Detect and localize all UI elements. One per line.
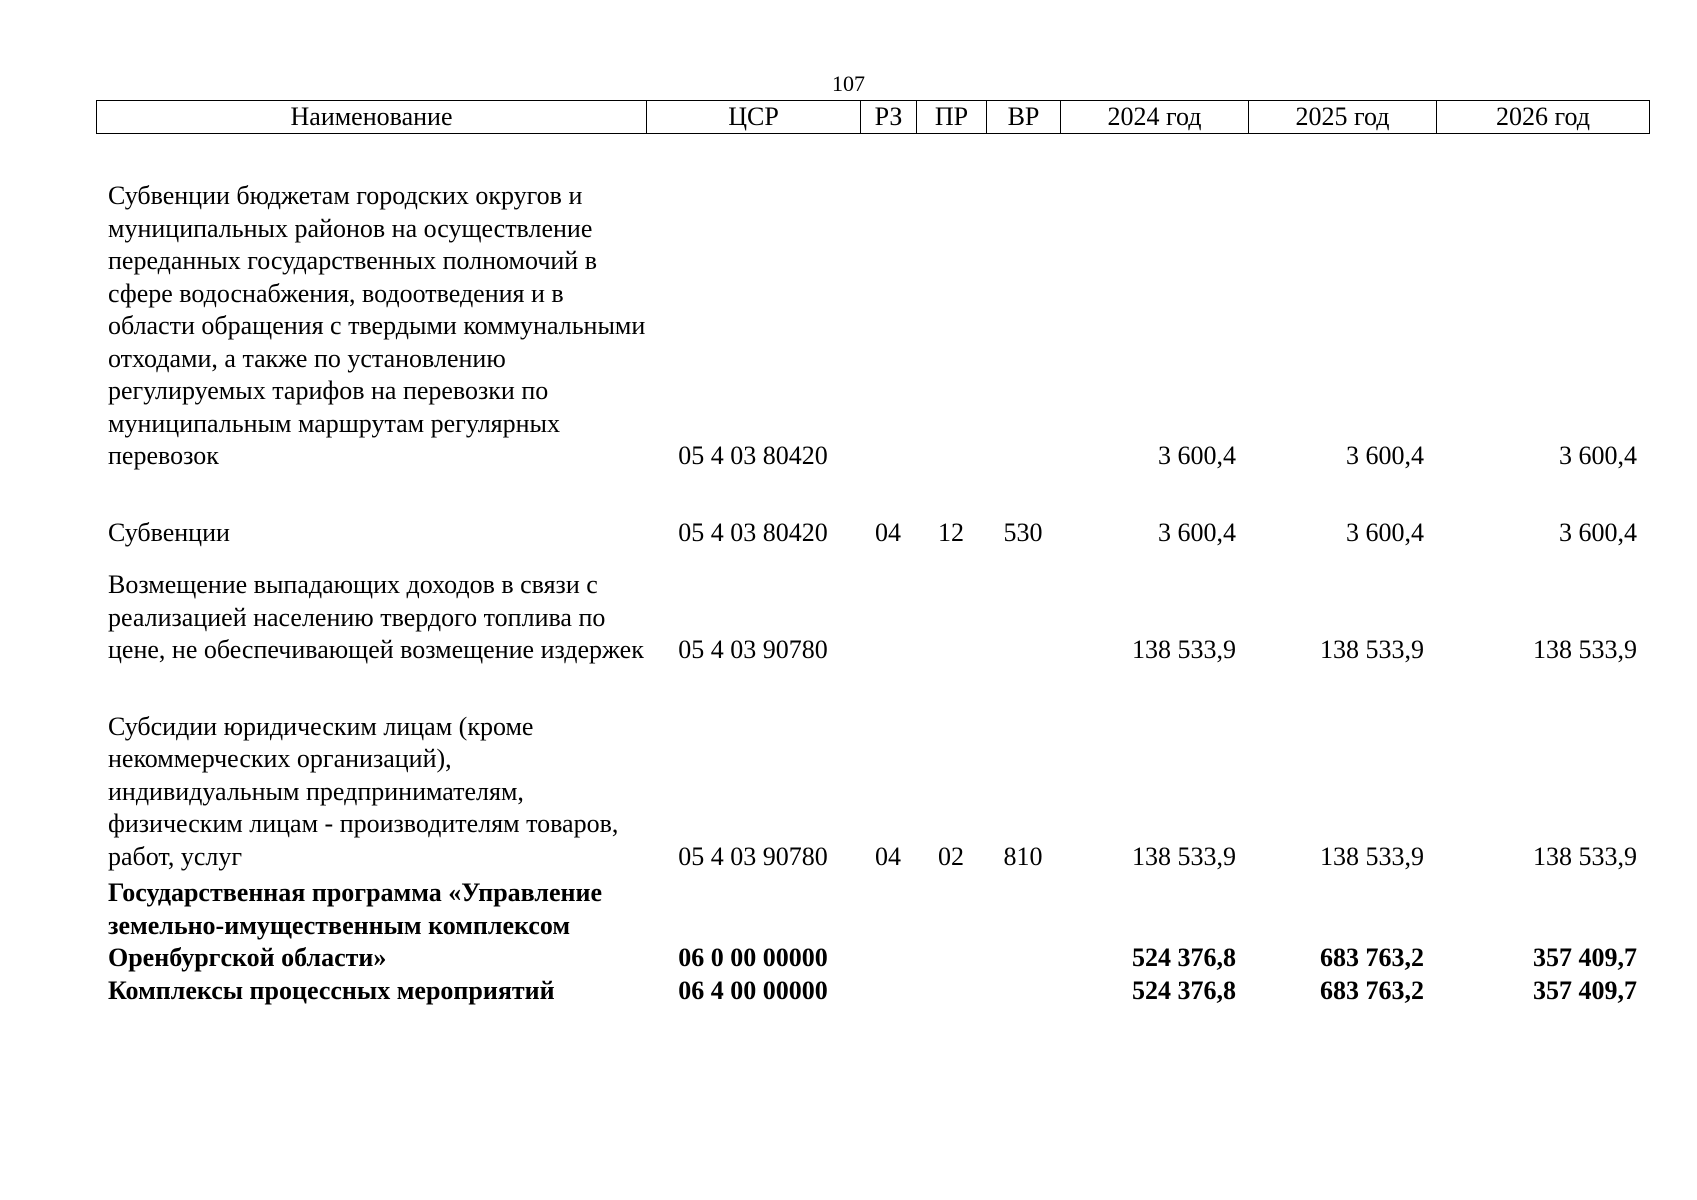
row-csr: 05 4 03 90780: [678, 635, 828, 664]
row-2026: 138 533,9: [1533, 635, 1637, 664]
row-name: Комплексы процессных мероприятий: [108, 975, 555, 1005]
column-header-name: Наименование: [97, 101, 647, 134]
row-vr: [986, 877, 1060, 975]
row-pr: [916, 569, 986, 667]
table-row: [96, 711, 1649, 874]
row-rz: [860, 180, 916, 473]
row-2025: 683 763,2: [1320, 943, 1424, 972]
row-2024: 3 600,4: [1158, 441, 1236, 470]
table-row: [96, 877, 1649, 975]
row-rz: 04: [875, 517, 901, 547]
row-name: Субсидии юридическим лицам (кроме некоммерческих организаций), индивидуальным предпринимателям, физическим лицам - производителям товаров, работ, услуг: [108, 711, 619, 871]
table-row: [96, 975, 1649, 1008]
row-vr: [986, 569, 1060, 667]
row-name: Возмещение выпадающих доходов в связи с реализацией населению твердого топлива по цене, не обеспечивающей возмещение издержек: [108, 570, 644, 664]
row-pr: [916, 180, 986, 473]
row-2026: 357 409,7: [1533, 943, 1637, 972]
row-2025: 3 600,4: [1346, 441, 1424, 470]
table-row: [96, 180, 1649, 473]
row-csr: 06 0 00 00000: [678, 943, 828, 972]
row-vr: 810: [1003, 841, 1043, 871]
table-header: [96, 100, 1650, 134]
table-row: [96, 517, 1649, 550]
column-header-csr: ЦСР: [647, 101, 861, 134]
row-rz: [860, 569, 916, 667]
row-2024: 138 533,9: [1132, 635, 1236, 664]
row-csr: 05 4 03 80420: [678, 517, 828, 547]
column-header-rz: РЗ: [861, 101, 917, 134]
row-2024: 138 533,9: [1132, 841, 1236, 871]
row-csr: 05 4 03 90780: [678, 841, 828, 871]
row-name: Государственная программа «Управление земельно-имущественным комплексом Оренбургской области»: [108, 878, 603, 972]
row-2026: 3 600,4: [1559, 517, 1637, 547]
row-2026: 357 409,7: [1533, 975, 1637, 1005]
row-vr: 530: [1003, 517, 1043, 547]
row-rz: [860, 877, 916, 975]
budget-table: [96, 180, 1649, 1007]
row-2025: 138 533,9: [1320, 841, 1424, 871]
row-rz: 04: [875, 841, 901, 871]
row-vr: [986, 180, 1060, 473]
row-2025: 138 533,9: [1320, 635, 1424, 664]
row-pr: [916, 975, 986, 1008]
row-name: Субвенции бюджетам городских округов и муниципальных районов на осуществление переданных государственных полномочий в сфере водоснабжения, водоотведения и в области обращения с твердыми коммунальными отходами, а также по установлению регулируемых тарифов на перевозки по муниципальным маршрутам регулярных перевозок: [108, 181, 646, 470]
row-2024: 524 376,8: [1132, 975, 1236, 1005]
row-2024: 3 600,4: [1158, 517, 1236, 547]
row-csr: 05 4 03 80420: [678, 441, 828, 470]
row-csr: 06 4 00 00000: [678, 975, 828, 1005]
column-header-vr: ВР: [987, 101, 1061, 134]
row-pr: 02: [938, 841, 964, 871]
page-number: 107: [832, 71, 865, 96]
row-2024: 524 376,8: [1132, 943, 1236, 972]
column-header-2025: 2025 год: [1249, 101, 1437, 134]
row-name: Субвенции: [108, 517, 230, 547]
column-header-pr: ПР: [917, 101, 987, 134]
column-header-2024: 2024 год: [1061, 101, 1249, 134]
row-2025: 683 763,2: [1320, 975, 1424, 1005]
row-vr: [986, 975, 1060, 1008]
row-rz: [860, 975, 916, 1008]
row-2026: 138 533,9: [1533, 841, 1637, 871]
row-pr: [916, 877, 986, 975]
table-row: [96, 569, 1649, 667]
row-2026: 3 600,4: [1559, 441, 1637, 470]
column-header-2026: 2026 год: [1437, 101, 1650, 134]
row-2025: 3 600,4: [1346, 517, 1424, 547]
row-pr: 12: [938, 517, 964, 547]
